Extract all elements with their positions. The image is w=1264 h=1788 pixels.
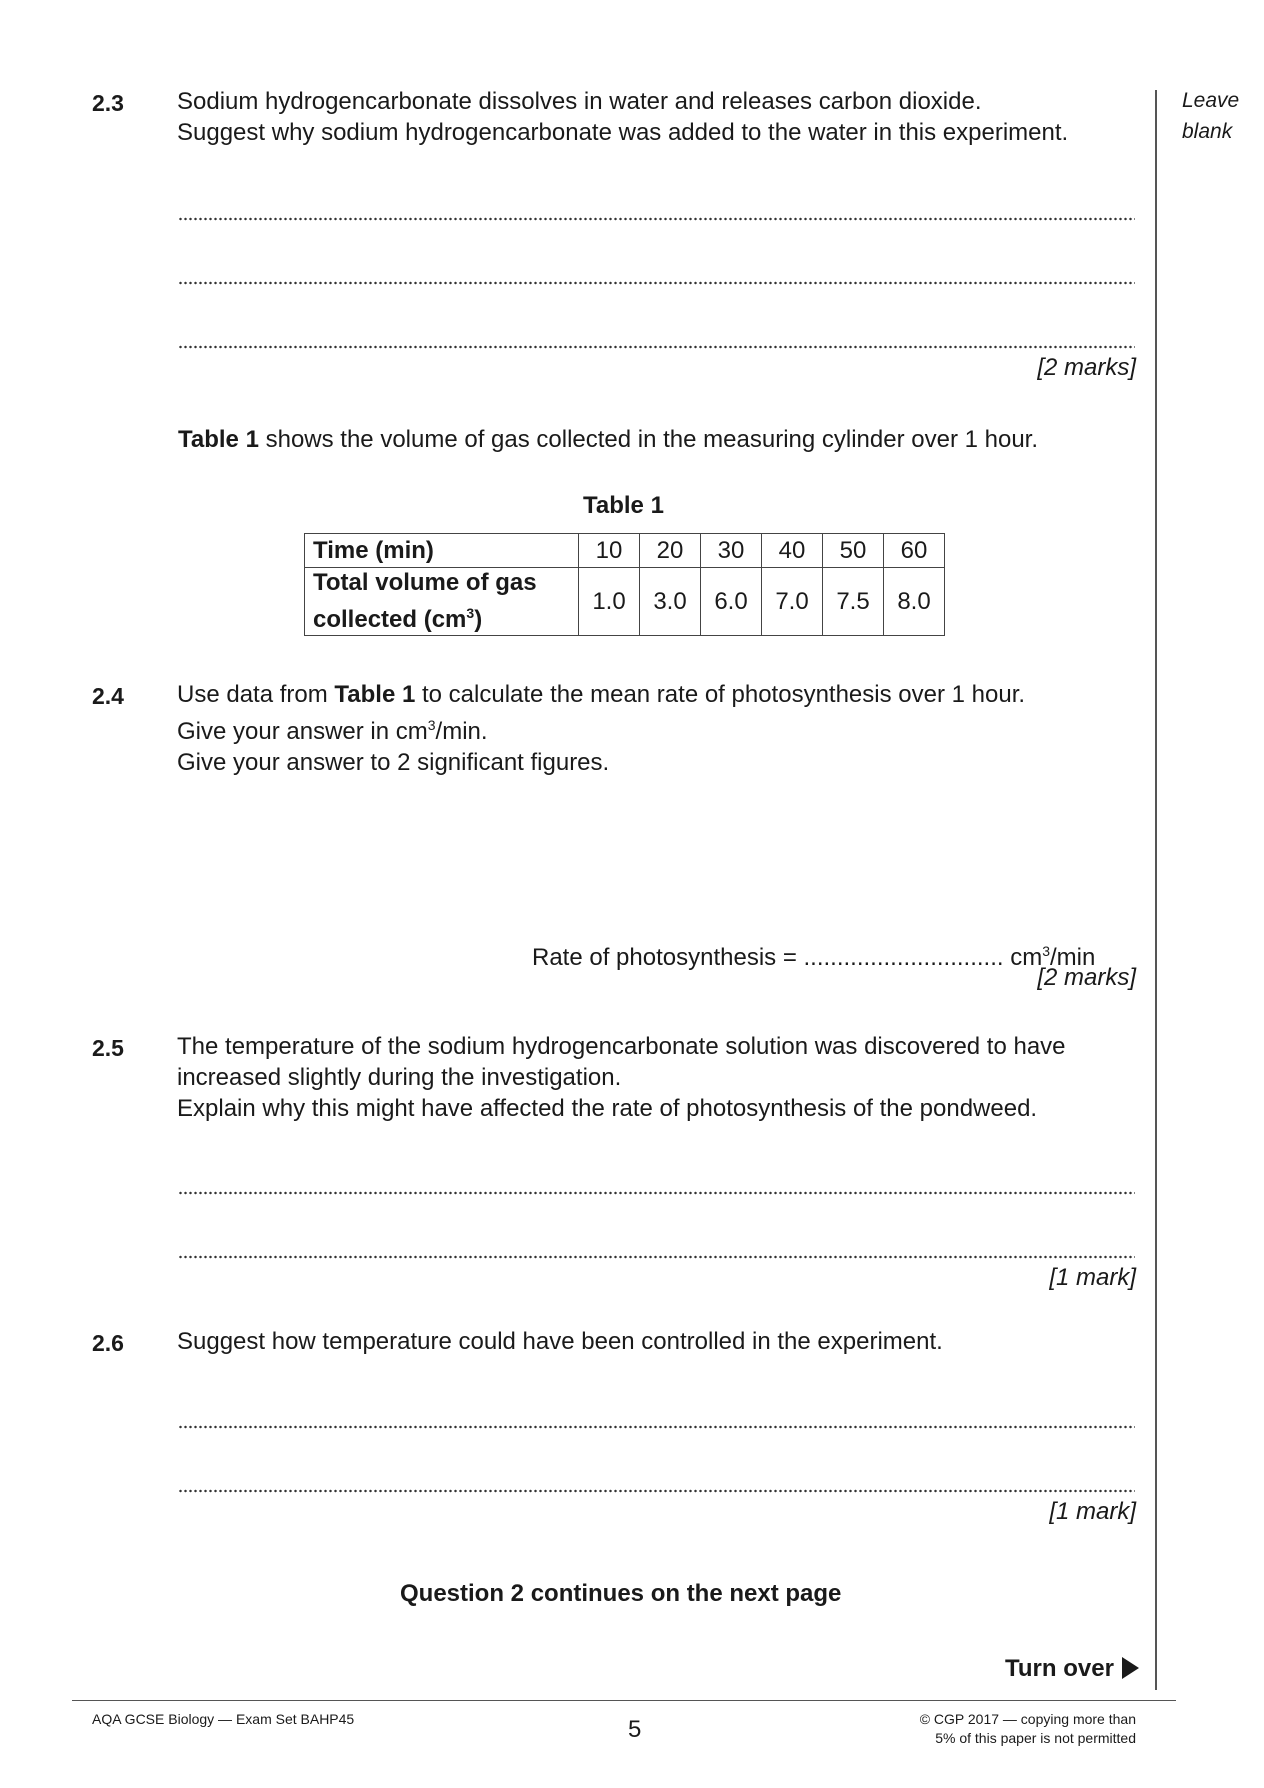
continues-note: Question 2 continues on the next page bbox=[400, 1580, 842, 1607]
volume-cell: 7.5 bbox=[823, 568, 884, 636]
turn-over: Turn over bbox=[1005, 1655, 1139, 1683]
rate-answer-line[interactable]: Rate of photosynthesis = .............................. $cm^3/\min$ bbox=[532, 943, 1096, 971]
footer-copyright: © CGP 2017 — copying more than 5% of this paper is not permitted bbox=[919, 1711, 1136, 1746]
question-2-4-text: Use data from Table 1 to calculate the mean rate of photosynthesis over 1 hour. Give your answer in $cm^3/\min$. Give your answer to 2 significant figures. bbox=[177, 681, 1026, 776]
page-number: 5 bbox=[628, 1716, 642, 1743]
answer-line[interactable] bbox=[178, 217, 1135, 221]
answer-line[interactable] bbox=[178, 345, 1135, 349]
question-number-2-6: 2.6 bbox=[92, 1330, 124, 1356]
table-row-time bbox=[305, 534, 945, 568]
row-header-time: Time (min) bbox=[305, 534, 579, 568]
volume-cell: 8.0 bbox=[884, 568, 945, 636]
answer-line[interactable] bbox=[178, 1191, 1135, 1195]
marks-2-4: [2 marks] bbox=[1037, 964, 1136, 991]
time-cell: 20 bbox=[640, 534, 701, 568]
volume-cell: 7.0 bbox=[762, 568, 823, 636]
question-2-3-text: Sodium hydrogencarbonate dissolves in water and releases carbon dioxide. Suggest why sodium hydrogencarbonate was added to the water in this experiment. bbox=[177, 88, 1069, 146]
marks-2-6: [1 mark] bbox=[1049, 1498, 1136, 1525]
marks-2-3: [2 marks] bbox=[1037, 354, 1136, 381]
footer-left: AQA GCSE Biology — Exam Set BAHP45 bbox=[92, 1711, 355, 1727]
question-2-6-text: Suggest how temperature could have been controlled in the experiment. bbox=[177, 1328, 943, 1355]
question-number-2-5: 2.5 bbox=[92, 1035, 124, 1061]
volume-cell: 1.0 bbox=[579, 568, 640, 636]
time-cell: 40 bbox=[762, 534, 823, 568]
marks-2-5: [1 mark] bbox=[1049, 1264, 1136, 1291]
time-cell: 60 bbox=[884, 534, 945, 568]
question-number-2-4: 2.4 bbox=[92, 683, 124, 709]
question-number-2-3: 2.3 bbox=[92, 90, 124, 116]
table-intro-text: Table 1 shows the volume of gas collected in the measuring cylinder over 1 hour. bbox=[178, 426, 1039, 453]
margin-rule bbox=[1155, 90, 1157, 1690]
table-title: Table 1 bbox=[583, 492, 664, 519]
time-cell: 30 bbox=[701, 534, 762, 568]
answer-line[interactable] bbox=[178, 1489, 1135, 1493]
table-row-volume bbox=[305, 568, 945, 636]
volume-cell: 3.0 bbox=[640, 568, 701, 636]
time-cell: 10 bbox=[579, 534, 640, 568]
triangle-right-icon bbox=[1122, 1657, 1139, 1679]
answer-line[interactable] bbox=[178, 1255, 1135, 1259]
table-1 bbox=[304, 533, 945, 636]
footer-rule bbox=[72, 1700, 1176, 1701]
question-2-5-text: The temperature of the sodium hydrogencarbonate solution was discovered to have increased slightly during the investigation. Explain why this might have affected the rate of photosynthesis of the pondweed. bbox=[177, 1033, 1066, 1122]
leave-blank-label: Leave blank bbox=[1182, 89, 1240, 143]
answer-line[interactable] bbox=[178, 1425, 1135, 1429]
answer-line[interactable] bbox=[178, 281, 1135, 285]
row-header-volume: Total volume of gas collected $(cm^3)$ bbox=[305, 568, 579, 636]
time-cell: 50 bbox=[823, 534, 884, 568]
volume-cell: 6.0 bbox=[701, 568, 762, 636]
